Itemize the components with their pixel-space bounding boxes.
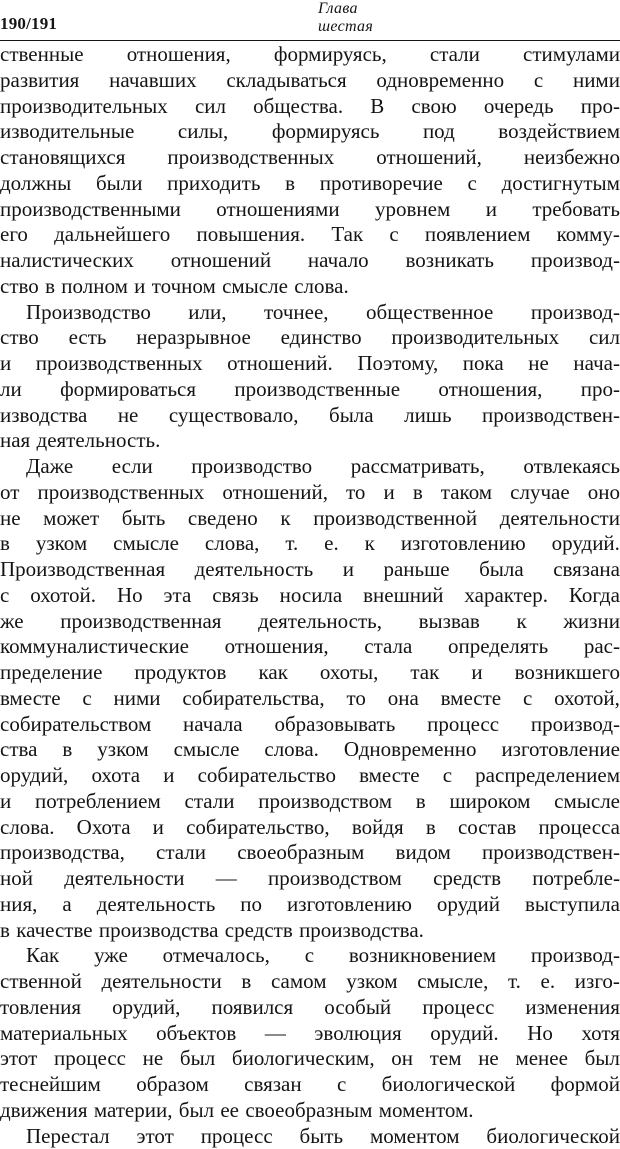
chapter-label: [318, 0, 373, 36]
text-line: вместе с ними собирательства, то она вместе с охотой,: [0, 686, 620, 712]
text-line: от производственных отношений, то и в таком случае оно: [0, 480, 620, 506]
text-line: ство есть неразрывное единство производительных сил: [0, 325, 620, 351]
text-line: коммуналистические отношения, стала определять рас-: [0, 634, 620, 660]
text-line: производительных сил общества. В свою очередь про-: [0, 94, 620, 120]
text-line: производства, стали своеобразным видом производствен-: [0, 840, 620, 866]
text-line: ной деятельности — производством средств потребле-: [0, 866, 620, 892]
text-line: ная деятельность.: [0, 428, 620, 454]
text-line: орудий, охота и собирательство вместе с распределением: [0, 763, 620, 789]
page-number: 190/191: [0, 14, 57, 34]
text-line: в узком смысле слова, т. е. к изготовлению орудий.: [0, 531, 620, 557]
text-line: Производство или, точнее, общественное производ-: [0, 300, 620, 326]
chapter-label-line-1: Глава: [318, 0, 373, 18]
text-line: пределение продуктов как охоты, так и возникшего: [0, 660, 620, 686]
text-line: ли формироваться производственные отношения, про-: [0, 377, 620, 403]
text-line: налистических отношений начало возникать производ-: [0, 248, 620, 274]
text-line: ственной деятельности в самом узком смысле, т. е. изго-: [0, 969, 620, 995]
chapter-label-line-2: шестая: [318, 18, 373, 36]
text-line: ство в полном и точном смысле слова.: [0, 274, 620, 300]
text-line: слова. Охота и собирательство, войдя в состав процесса: [0, 815, 620, 841]
body-text: [0, 42, 620, 1149]
text-line: ния, а деятельность по изготовлению орудий выступила: [0, 892, 620, 918]
text-line: Даже если производство рассматривать, отвлекаясь: [0, 454, 620, 480]
text-line: и производственных отношений. Поэтому, пока не нача-: [0, 351, 620, 377]
text-line: товления орудий, появился особый процесс изменения: [0, 995, 620, 1021]
text-line: изводства не существовало, была лишь производствен-: [0, 403, 620, 429]
text-line: же производственная деятельность, вызвав к жизни: [0, 609, 620, 635]
text-line: Производственная деятельность и раньше была связана: [0, 557, 620, 583]
text-line: собирательством начала образовывать процесс производ-: [0, 712, 620, 738]
text-line: Как уже отмечалось, с возникновением производ-: [0, 943, 620, 969]
text-line: должны были приходить в противоречие с достигнутым: [0, 171, 620, 197]
text-line: ства в узком смысле слова. Одновременно изготовление: [0, 737, 620, 763]
text-line: теснейшим образом связан с биологической формой: [0, 1072, 620, 1098]
text-line: развития начавших складываться одновременно с ними: [0, 68, 620, 94]
text-line: в качестве производства средств производства.: [0, 918, 620, 944]
text-line: не может быть сведено к производственной деятельности: [0, 506, 620, 532]
text-line: движения материи, был ее своеобразным моментом.: [0, 1098, 620, 1124]
header-rule: [0, 40, 620, 41]
text-line: производственными отношениями уровнем и требовать: [0, 197, 620, 223]
text-line: ственные отношения, формируясь, стали стимулами: [0, 42, 620, 68]
text-line: с охотой. Но эта связь носила внешний характер. Когда: [0, 583, 620, 609]
text-line: Перестал этот процесс быть моментом биологической: [0, 1124, 620, 1149]
running-header: [0, 0, 620, 46]
text-line: этот процесс не был биологическим, он тем не менее был: [0, 1046, 620, 1072]
text-line: его дальнейшего повышения. Так с появлением комму-: [0, 222, 620, 248]
text-line: становящихся производственных отношений, неизбежно: [0, 145, 620, 171]
text-line: материальных объектов — эволюция орудий. Но хотя: [0, 1021, 620, 1047]
text-line: изводительные силы, формируясь под воздействием: [0, 119, 620, 145]
text-line: и потреблением стали производством в широком смысле: [0, 789, 620, 815]
